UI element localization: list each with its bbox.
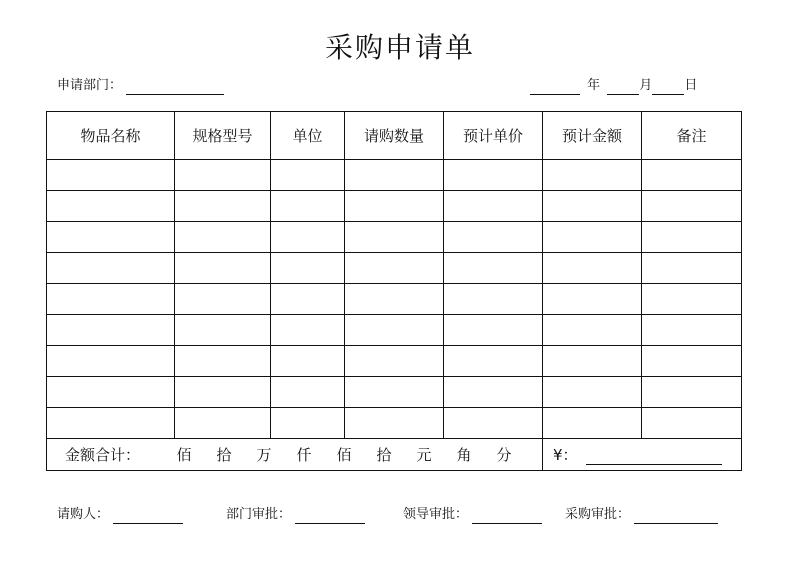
table-row [47, 315, 742, 346]
table-cell[interactable] [543, 191, 642, 222]
table-cell[interactable] [271, 160, 345, 191]
currency-input[interactable] [586, 450, 722, 465]
table-cell[interactable] [345, 284, 444, 315]
table-row [47, 253, 742, 284]
purchase-approval-label: 采购审批： [565, 507, 631, 522]
unit-label: 仟 [296, 446, 312, 464]
table-cell[interactable] [47, 377, 175, 408]
table-cell[interactable] [47, 408, 175, 439]
department-input[interactable] [126, 80, 224, 95]
leader-approval-field [403, 506, 542, 524]
unit-label: 拾 [376, 446, 392, 464]
table-cell[interactable] [47, 315, 175, 346]
total-row [47, 439, 742, 471]
department-label: 申请部门： [57, 78, 123, 93]
table-cell[interactable] [47, 253, 175, 284]
year-label: 年 [587, 78, 601, 93]
requester-field [57, 506, 183, 524]
requester-label: 请购人： [57, 507, 110, 522]
table-cell[interactable] [271, 222, 345, 253]
table-cell[interactable] [47, 222, 175, 253]
table-cell[interactable] [271, 284, 345, 315]
department-field [57, 77, 224, 95]
total-label: 金额合计： [64, 446, 140, 464]
table-cell[interactable] [444, 408, 543, 439]
table-row [47, 222, 742, 253]
unit-label: 元 [416, 446, 432, 464]
total-amount-words [47, 439, 543, 471]
table-cell[interactable] [444, 346, 543, 377]
unit-label: 角 [456, 446, 472, 464]
dept-approval-label: 部门审批： [226, 507, 292, 522]
table-cell[interactable] [47, 284, 175, 315]
table-cell[interactable] [47, 346, 175, 377]
table-cell[interactable] [271, 346, 345, 377]
table-cell[interactable] [175, 160, 271, 191]
purchase-approval-input[interactable] [634, 509, 718, 524]
table-cell[interactable] [444, 160, 543, 191]
unit-label: 拾 [216, 446, 232, 464]
table-cell[interactable] [345, 160, 444, 191]
table-cell[interactable] [175, 191, 271, 222]
column-header: 请购数量 [345, 112, 444, 160]
table-cell[interactable] [642, 253, 742, 284]
table-header-row [47, 112, 742, 160]
table-row [47, 377, 742, 408]
table-cell[interactable] [444, 191, 543, 222]
dept-approval-field [226, 506, 365, 524]
column-header: 备注 [642, 112, 742, 160]
table-cell[interactable] [345, 377, 444, 408]
table-cell[interactable] [642, 346, 742, 377]
unit-label: 佰 [336, 446, 352, 464]
table-cell[interactable] [642, 191, 742, 222]
table-cell[interactable] [175, 408, 271, 439]
dept-approval-input[interactable] [295, 509, 365, 524]
table-cell[interactable] [543, 253, 642, 284]
year-input[interactable] [530, 80, 580, 95]
table-cell[interactable] [642, 284, 742, 315]
table-cell[interactable] [271, 408, 345, 439]
table-row [47, 191, 742, 222]
table-cell[interactable] [444, 253, 543, 284]
table-cell[interactable] [543, 346, 642, 377]
table-cell[interactable] [271, 191, 345, 222]
table-cell[interactable] [642, 377, 742, 408]
table-cell[interactable] [543, 377, 642, 408]
table-cell[interactable] [444, 222, 543, 253]
table-cell[interactable] [345, 222, 444, 253]
table-cell[interactable] [543, 222, 642, 253]
column-header: 单位 [271, 112, 345, 160]
table-cell[interactable] [543, 284, 642, 315]
table-cell[interactable] [642, 408, 742, 439]
table-cell[interactable] [345, 346, 444, 377]
table-cell[interactable] [543, 160, 642, 191]
table-cell[interactable] [444, 315, 543, 346]
table-cell[interactable] [47, 191, 175, 222]
month-label: 月 [639, 78, 653, 93]
table-cell[interactable] [175, 253, 271, 284]
table-cell[interactable] [271, 315, 345, 346]
requester-input[interactable] [113, 509, 183, 524]
table-cell[interactable] [175, 315, 271, 346]
purchase-table [46, 111, 742, 471]
column-header: 规格型号 [175, 112, 271, 160]
table-cell[interactable] [444, 377, 543, 408]
date-field [530, 77, 697, 95]
currency-label: ¥： [553, 446, 578, 464]
unit-label: 分 [496, 446, 512, 464]
table-row [47, 346, 742, 377]
table-cell[interactable] [271, 253, 345, 284]
table-cell[interactable] [444, 284, 543, 315]
column-header: 物品名称 [47, 112, 175, 160]
column-header: 预计金额 [543, 112, 642, 160]
day-input[interactable] [652, 80, 684, 95]
purchase-approval-field [565, 506, 718, 524]
table-cell[interactable] [175, 284, 271, 315]
table-cell[interactable] [543, 315, 642, 346]
table-cell[interactable] [345, 191, 444, 222]
table-cell[interactable] [345, 253, 444, 284]
column-header: 预计单价 [444, 112, 543, 160]
table-cell[interactable] [47, 160, 175, 191]
day-label: 日 [684, 78, 698, 93]
table-cell[interactable] [175, 346, 271, 377]
leader-approval-label: 领导审批： [403, 507, 469, 522]
table-cell[interactable] [175, 222, 271, 253]
table-row [47, 160, 742, 191]
month-input[interactable] [607, 80, 639, 95]
total-amount-figure [543, 439, 742, 471]
table-cell[interactable] [175, 377, 271, 408]
unit-label: 佰 [176, 446, 192, 464]
table-cell[interactable] [271, 377, 345, 408]
table-cell[interactable] [345, 315, 444, 346]
table-cell[interactable] [642, 160, 742, 191]
table-cell[interactable] [543, 408, 642, 439]
table-row [47, 284, 742, 315]
table-cell[interactable] [345, 408, 444, 439]
table-row [47, 408, 742, 439]
table-cell[interactable] [642, 315, 742, 346]
page-title: 采购申请单 [324, 31, 475, 64]
unit-label: 万 [256, 446, 272, 464]
leader-approval-input[interactable] [472, 509, 542, 524]
table-cell[interactable] [642, 222, 742, 253]
